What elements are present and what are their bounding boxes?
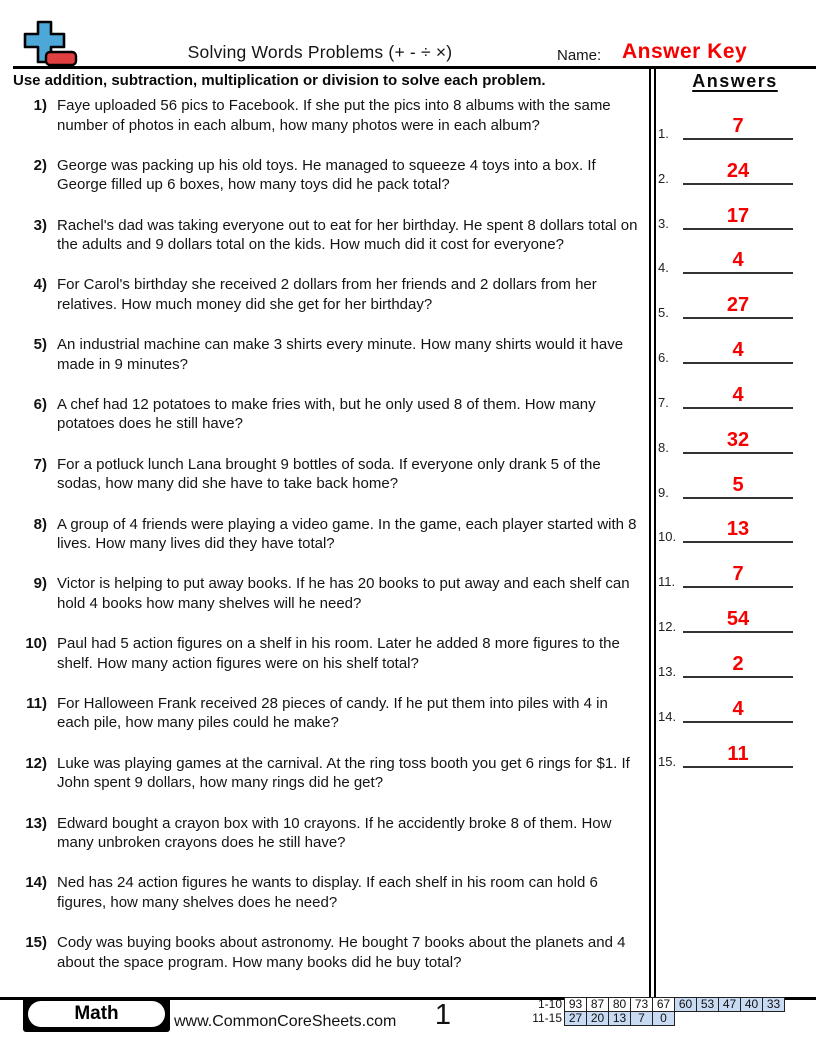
answer-number: 11. — [658, 574, 676, 590]
problem-number: 6) — [33, 395, 47, 413]
problem-text: For a potluck lunch Lana brought 9 bottles of soda. If everyone only drank 5 of the sodas, how many did she have to take back home? — [57, 455, 601, 493]
answer-number: 3. — [658, 215, 669, 231]
problem-number: 14) — [25, 874, 47, 892]
answer-row — [658, 189, 810, 234]
score-grid-cell: 93 — [564, 997, 587, 1012]
answer-number: 8. — [658, 439, 669, 455]
problem-item — [0, 754, 648, 814]
score-grid-range-label: 11-15 — [532, 1011, 562, 1025]
answer-row — [658, 99, 810, 144]
math-badge — [23, 997, 170, 1032]
answer-row — [658, 547, 810, 592]
answer-value: 4 — [732, 339, 744, 362]
score-grid-cell: 67 — [652, 997, 675, 1012]
score-grid-cell: 0 — [652, 1011, 675, 1026]
answer-blank-line — [683, 250, 793, 274]
answer-row — [658, 413, 810, 458]
problem-number: 13) — [25, 814, 47, 832]
problem-text: For Carol's birthday she received 2 dollars from her friends and 2 dollars from her relatives. How much money did she get for her birthday? — [57, 276, 597, 313]
page-title: Solving Words Problems (+ - ÷ ×) — [187, 42, 453, 62]
score-grid-cell: 73 — [630, 997, 653, 1012]
answer-value: 24 — [726, 159, 750, 182]
answer-row — [658, 368, 810, 413]
problem-number: 1) — [33, 97, 47, 114]
score-grid-cell: 33 — [762, 997, 785, 1012]
score-grid-cell: 47 — [718, 997, 741, 1012]
answer-value: 32 — [726, 428, 750, 451]
score-grid-range-label: 1-10 — [537, 997, 562, 1011]
answer-number: 9. — [658, 484, 669, 500]
problem-item — [0, 634, 648, 694]
score-grid-cell: 27 — [564, 1011, 587, 1026]
answer-blank-line — [683, 519, 793, 543]
problem-text: Rachel's dad was taking everyone out to eat for her birthday. He spent 8 dollars total on the adults and 9 dollars total on the kids. How much did it cost for everyone? — [57, 216, 638, 254]
score-grid-cell: 40 — [740, 997, 763, 1012]
score-grid-cell: 87 — [586, 997, 609, 1012]
answer-number: 13. — [658, 663, 677, 679]
answer-row — [658, 637, 810, 682]
answer-row — [658, 234, 810, 279]
answer-value: 4 — [732, 383, 744, 406]
answer-number: 15. — [658, 753, 677, 769]
answer-number: 4. — [658, 260, 669, 276]
problem-item — [0, 694, 648, 754]
answer-row — [658, 278, 810, 323]
answer-blank-line — [683, 295, 793, 319]
problem-item — [0, 335, 648, 395]
answers-column-divider — [649, 69, 656, 997]
problem-item — [0, 933, 648, 993]
score-grid — [518, 997, 785, 1026]
problem-number: 10) — [25, 635, 47, 653]
problem-text: An industrial machine can make 3 shirts every minute. How many shirts would it have made in 9 minutes? — [57, 336, 624, 373]
problem-text: For Halloween Frank received 28 pieces of candy. If he put them into piles with 4 in each pile, how many piles could he make? — [57, 694, 608, 732]
score-grid-cell: 53 — [696, 997, 719, 1012]
answers-heading: Answers — [692, 71, 778, 91]
problems-list — [0, 96, 648, 993]
score-grid-cell: 60 — [674, 997, 697, 1012]
answer-blank-line — [683, 430, 793, 454]
problem-number: 5) — [33, 336, 47, 354]
answer-blank-line — [683, 609, 793, 633]
problem-item — [0, 873, 648, 933]
answer-value: 17 — [726, 204, 750, 227]
problem-text: Cody was buying books about astronomy. He bought 7 books about the planets and 4 about the space program. How many books did he buy total? — [57, 934, 626, 971]
answer-row — [658, 144, 810, 189]
answer-value: 27 — [726, 294, 750, 317]
answer-value: 11 — [727, 742, 749, 765]
answer-value: 4 — [732, 697, 744, 720]
problem-item — [0, 455, 648, 515]
answer-blank-line — [683, 161, 793, 185]
site-url: www.CommonCoreSheets.com — [174, 1013, 397, 1030]
answers-list — [658, 99, 810, 772]
problem-number: 11) — [26, 694, 47, 712]
answer-number: 10. — [658, 529, 677, 545]
problem-text: Faye uploaded 56 pics to Facebook. If she put the pics into 8 albums with the same number of photos in each album, how many photos were in each album? — [57, 97, 611, 134]
problem-number: 2) — [33, 156, 47, 174]
answer-row — [658, 592, 810, 637]
problem-item — [0, 216, 648, 276]
problem-number: 9) — [33, 575, 47, 593]
problem-number: 7) — [33, 455, 47, 473]
problem-text: Ned has 24 action figures he wants to display. If each shelf in his room can hold 6 figures, how many shelves does he need? — [57, 874, 598, 911]
answer-row — [658, 727, 810, 772]
score-grid-cell: 7 — [630, 1011, 653, 1026]
answer-number: 2. — [658, 170, 669, 186]
problem-text: Paul had 5 action figures on a shelf in his room. Later he added 8 more figures to the shelf. How many action figures were on his shelf total? — [57, 635, 620, 672]
answer-blank-line — [683, 564, 793, 588]
answer-value: 4 — [732, 249, 744, 272]
problem-item — [0, 96, 648, 156]
score-grid-cell: 13 — [608, 1011, 631, 1026]
answer-blank-line — [683, 744, 793, 768]
name-label: Name: — [557, 47, 602, 64]
answer-number: 14. — [658, 708, 677, 724]
answer-blank-line — [683, 475, 793, 499]
answer-number: 12. — [658, 619, 677, 635]
answer-value: 54 — [726, 608, 750, 631]
answer-number: 6. — [658, 350, 669, 366]
problem-number: 8) — [33, 515, 47, 533]
answer-row — [658, 503, 810, 548]
answer-blank-line — [683, 654, 793, 678]
problem-item — [0, 515, 648, 575]
answer-value: 2 — [732, 652, 744, 675]
header-divider — [13, 66, 816, 69]
problem-text: Victor is helping to put away books. If he has 20 books to put away and each shelf can hold 4 books how many shelves will he need? — [57, 575, 630, 612]
answer-number: 7. — [658, 394, 669, 410]
answer-value: 7 — [732, 114, 744, 137]
score-grid-row — [518, 997, 785, 1012]
answer-number: 5. — [658, 305, 669, 321]
answer-number: 1. — [658, 125, 669, 141]
instruction-text: Use addition, subtraction, multiplication or division to solve each problem. — [13, 72, 546, 89]
answer-value: 5 — [732, 473, 744, 496]
problem-number: 12) — [25, 754, 47, 772]
answer-value: 13 — [726, 518, 750, 541]
score-grid-cell: 20 — [586, 1011, 609, 1026]
problem-text: A chef had 12 potatoes to make fries with, but he only used 8 of them. How many potatoes does he still have? — [57, 395, 596, 433]
problem-number: 3) — [33, 216, 47, 234]
answer-blank-line — [683, 385, 793, 409]
answer-row — [658, 323, 810, 368]
answer-blank-line — [683, 340, 793, 364]
problem-number: 15) — [25, 934, 47, 952]
answer-row — [658, 458, 810, 503]
problem-item — [0, 275, 648, 335]
page-number: 1 — [434, 999, 452, 1031]
problem-number: 4) — [33, 276, 47, 294]
problem-item — [0, 156, 648, 216]
problem-text: Edward bought a crayon box with 10 crayons. If he accidently broke 8 of them. How many unbroken crayons does he still have? — [57, 814, 612, 852]
answer-row — [658, 682, 810, 727]
problem-item — [0, 395, 648, 455]
score-grid-cell: 80 — [608, 997, 631, 1012]
problem-text: George was packing up his old toys. He managed to squeeze 4 toys into a box. If George filled up 6 boxes, how many toys did he pack total? — [57, 156, 596, 194]
answer-key-text: Answer Key — [622, 40, 748, 63]
answer-value: 7 — [732, 563, 744, 586]
problem-item — [0, 814, 648, 874]
answer-blank-line — [683, 699, 793, 723]
problem-item — [0, 574, 648, 634]
answer-blank-line — [683, 206, 793, 230]
score-grid-row — [518, 1011, 785, 1026]
problem-text: Luke was playing games at the carnival. At the ring toss booth you get 6 rings for $1. If John spent 9 dollars, how many rings did he get? — [57, 754, 630, 792]
problem-text: A group of 4 friends were playing a video game. In the game, each player started with 8 lives. How many lives did they have total? — [57, 515, 637, 553]
answer-blank-line — [683, 116, 793, 140]
math-badge-label: Math — [28, 1001, 165, 1027]
